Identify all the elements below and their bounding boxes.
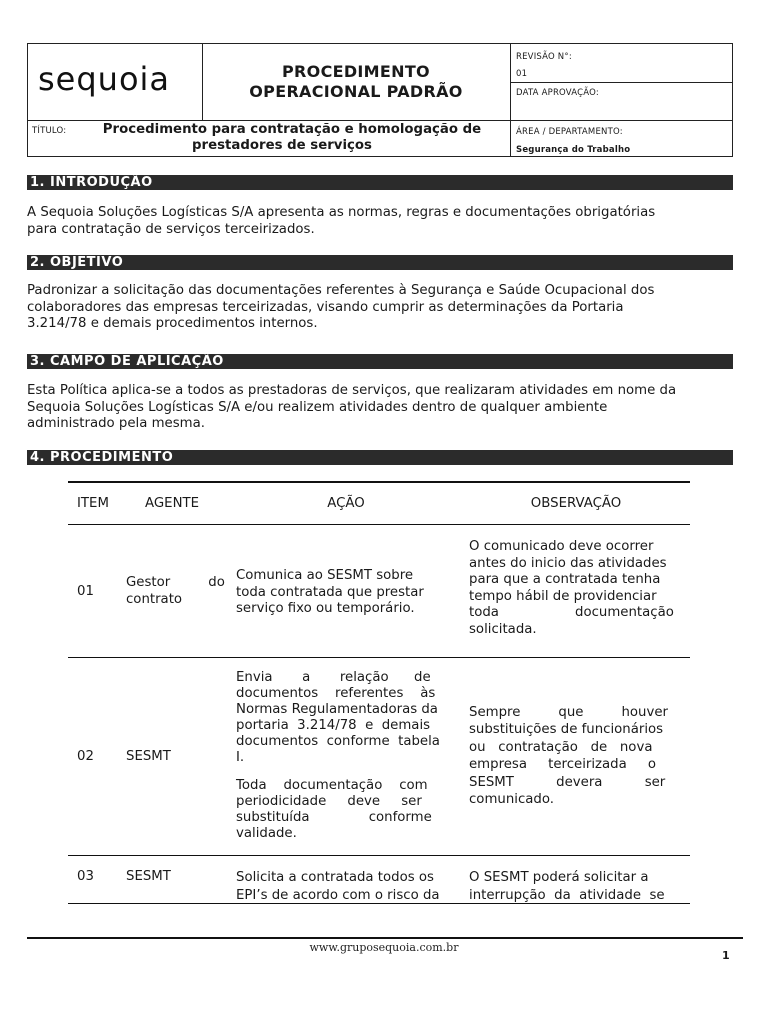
text-line: portaria 3.214/78 e demais bbox=[236, 718, 431, 733]
titulo-label: TÍTULO: bbox=[32, 126, 67, 136]
table-row-rule bbox=[68, 657, 690, 658]
row-1-item: 01 bbox=[77, 584, 94, 599]
text-line: interrupção da atividade se bbox=[469, 887, 665, 903]
section-body-introducao bbox=[27, 205, 733, 238]
approval-date-cell bbox=[510, 82, 732, 120]
text-line: solicitada. bbox=[469, 621, 537, 637]
text-line: substituída conforme bbox=[236, 810, 432, 825]
area-label: ÁREA / DEPARTAMENTO: bbox=[516, 127, 623, 137]
text-line: colaboradores das empresas terceirizadas, visando cumprir as determinações da Portaria bbox=[27, 299, 624, 315]
text-line: Comunica ao SESMT sobre bbox=[236, 568, 414, 583]
row-2-observation bbox=[469, 704, 683, 808]
col-header-acao: AÇÃO bbox=[327, 496, 365, 511]
row-2-item: 02 bbox=[77, 749, 94, 764]
text-line: comunicado. bbox=[469, 792, 554, 808]
document-title-line-2: prestadores de serviços bbox=[192, 137, 372, 153]
row-3-item: 03 bbox=[77, 869, 94, 884]
row-1-action bbox=[236, 568, 456, 618]
section-heading-objetivo: 2. OBJETIVO bbox=[27, 255, 733, 270]
revision-value: 01 bbox=[516, 69, 528, 79]
text-line: Gestor do bbox=[126, 575, 225, 590]
logo-cell bbox=[28, 44, 203, 120]
col-header-agente: AGENTE bbox=[145, 496, 200, 511]
section-heading-introducao: 1. INTRODUÇÃO bbox=[27, 175, 733, 190]
text-line: toda contratada que prestar bbox=[236, 584, 424, 600]
text-line: documentos conforme tabela bbox=[236, 734, 440, 749]
text-line: Normas Regulamentadoras da bbox=[236, 702, 438, 717]
text-line: Padronizar a solicitação das documentações referentes à Segurança e Saúde Ocupacional dos bbox=[27, 283, 655, 298]
text-line: O SESMT poderá solicitar a bbox=[469, 870, 649, 885]
text-line: O comunicado deve ocorrer bbox=[469, 539, 654, 554]
title-line-2: OPERACIONAL PADRÃO bbox=[249, 82, 463, 101]
footer-website: www.gruposequoia.com.br bbox=[309, 941, 459, 954]
text-line: antes do inicio das atividades bbox=[469, 555, 667, 571]
text-line: SESMT devera ser bbox=[469, 774, 666, 790]
text-line: toda documentação bbox=[469, 605, 674, 620]
text-line: Sequoia Soluções Logísticas S/A e/ou realizem atividades dentro de qualquer ambiente bbox=[27, 399, 608, 415]
text-line: Envia a relação de bbox=[236, 670, 431, 685]
document-title-line-1: Procedimento para contratação e homologação de bbox=[102, 122, 482, 137]
text-line: serviço fixo ou temporário. bbox=[236, 601, 415, 616]
area-value: Segurança do Trabalho bbox=[516, 145, 631, 155]
text-line: Sempre que houver bbox=[469, 705, 669, 720]
text-line: Esta Política aplica-se a todos as prestadoras de serviços, que realizaram atividades em nome da bbox=[27, 383, 677, 398]
text-line: contrato bbox=[126, 591, 183, 607]
row-2-action bbox=[236, 670, 456, 842]
section-body-objetivo bbox=[27, 283, 733, 333]
document-header bbox=[27, 43, 733, 157]
row-2-agent: SESMT bbox=[126, 749, 171, 764]
text-line: validade. bbox=[236, 826, 297, 841]
table-row-rule bbox=[68, 855, 690, 856]
text-line: A Sequoia Soluções Logísticas S/A apresenta as normas, regras e documentações obrigatórias bbox=[27, 205, 656, 220]
row-3-action bbox=[236, 869, 456, 904]
row-1-agent bbox=[126, 575, 223, 608]
col-header-item: ITEM bbox=[77, 496, 109, 511]
text-line: I. bbox=[236, 750, 245, 765]
text-line: tempo hábil de providenciar bbox=[469, 588, 657, 604]
titulo-cell bbox=[28, 120, 511, 157]
text-line: Toda documentação com bbox=[236, 778, 428, 793]
col-header-observacao: OBSERVAÇÃO bbox=[530, 496, 622, 511]
text-line: empresa terceirizada o bbox=[469, 757, 657, 773]
table-header-rule bbox=[68, 524, 690, 525]
text-line: para contratação de serviços terceirizados. bbox=[27, 221, 315, 237]
document-title bbox=[76, 122, 508, 153]
section-body-campo-aplicacao bbox=[27, 383, 733, 433]
section-heading-campo-aplicacao: 3. CAMPO DE APLICAÇÃO bbox=[27, 354, 733, 369]
text-line: substituições de funcionários bbox=[469, 722, 664, 738]
text-line: documentos referentes às bbox=[236, 686, 436, 701]
row-3-agent: SESMT bbox=[126, 869, 171, 884]
revision-cell bbox=[510, 44, 732, 83]
text-line: EPI’s de acordo com o risco da bbox=[236, 887, 440, 903]
text-line: ou contratação de nova bbox=[469, 739, 653, 755]
text-line: administrado pela mesma. bbox=[27, 416, 205, 431]
title-line-1: PROCEDIMENTO bbox=[282, 62, 430, 81]
area-cell bbox=[510, 120, 732, 157]
text-line: 3.214/78 e demais procedimentos internos. bbox=[27, 316, 318, 331]
text-line: para que a contratada tenha bbox=[469, 572, 661, 587]
footer-rule bbox=[27, 937, 743, 939]
text-line: Solicita a contratada todos os bbox=[236, 870, 434, 885]
section-heading-procedimento: 4. PROCEDIMENTO bbox=[27, 450, 733, 465]
company-logo: sequoia bbox=[38, 60, 171, 98]
spacer bbox=[236, 766, 456, 778]
text-line: periodicidade deve ser bbox=[236, 794, 422, 809]
row-3-observation bbox=[469, 869, 683, 904]
page-number: 1 bbox=[722, 949, 730, 962]
revision-label: REVISÃO N°: bbox=[516, 52, 572, 62]
table-top-rule bbox=[68, 481, 690, 483]
document-type-title bbox=[202, 44, 511, 120]
approval-label: DATA APROVAÇÃO: bbox=[516, 88, 599, 98]
row-1-observation bbox=[469, 539, 683, 638]
